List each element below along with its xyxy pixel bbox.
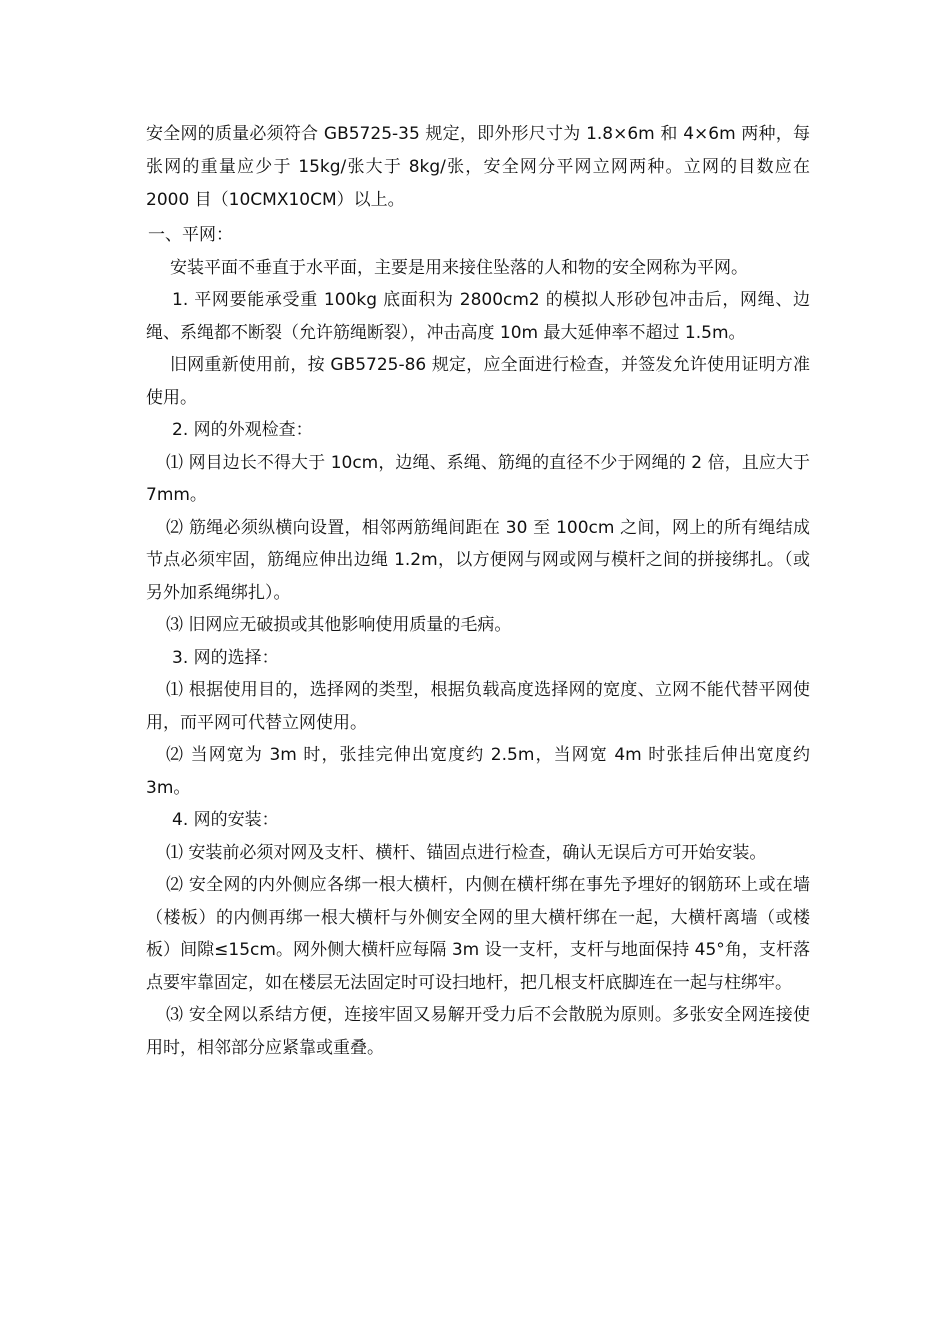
- item-3-selection-heading: 3. 网的选择：: [172, 647, 279, 668]
- item-4-2: ⑵ 安全网的内外侧应各绑一根大横杆，内侧在横杆绑在事先予埋好的钢筋环上或在墙（楼板）的内侧再绑一根大横杆与外侧安全网的里大横杆绑在一起，大横杆离墙（或楼板）间隙≤15cm。网外侧大横杆应每隔 3m 设一支杆，支杆与地面保持 45°角，支杆落点要牢靠固定，如在楼层无法固定时可设扫地杆，把几根支杆底脚连在一起与柱绑牢。: [146, 875, 810, 993]
- item-3-2: ⑵ 当网宽为 3m 时，张挂完伸出宽度约 2.5m，当网宽 4m 时张挂后伸出宽度约 3m。: [146, 745, 810, 798]
- document-body: [146, 118, 810, 1064]
- item-4-3: ⑶ 安全网以系结方便，连接牢固又易解开受力后不会散脱为原则。多张安全网连接使用时，相邻部分应紧靠或重叠。: [146, 1005, 810, 1058]
- item-2-2: ⑵ 筋绳必须纵横向设置，相邻两筋绳间距在 30 至 100cm 之间，网上的所有绳结成节点必须牢固，筋绳应伸出边绳 1.2m，以方便网与网或网与模杆之间的拼接绑扎。（或另外加系绳绑扎）。: [146, 517, 810, 603]
- item-1-load-test: 1. 平网要能承受重 100kg 底面积为 2800cm2 的模拟人形砂包冲击后，网绳、边绳、系绳都不断裂（允许筋绳断裂），冲击高度 10m 最大延伸率不超过 1.5m。: [146, 290, 810, 343]
- old-net-inspection: 旧网重新使用前，按 GB5725-86 规定，应全面进行检查，并签发允许使用证明方准使用。: [146, 355, 810, 408]
- item-2-1: ⑴ 网目边长不得大于 10cm，边绳、系绳、筋绳的直径不少于网绳的 2 倍，且应大于 7mm。: [146, 452, 810, 505]
- item-4-1: ⑴ 安装前必须对网及支杆、横杆、锚固点进行检查，确认无误后方可开始安装。: [166, 842, 767, 863]
- section-heading-flat-net: 一、平网：: [148, 225, 233, 245]
- intro-paragraph: 安全网的质量必须符合 GB5725-35 规定，即外形尺寸为 1.8×6m 和 4×6m 两种，每张网的重量应少于 15kg/张大于 8kg/张，安全网分平网立网两种。立网的目数应在 2000 目（10CMX10CM）以上。: [146, 124, 810, 210]
- item-2-3: ⑶ 旧网应无破损或其他影响使用质量的毛病。: [166, 615, 512, 635]
- flat-net-definition: 安装平面不垂直于水平面，主要是用来接住坠落的人和物的安全网称为平网。: [170, 257, 748, 278]
- item-2-appearance-heading: 2. 网的外观检查：: [172, 420, 313, 440]
- item-4-installation-heading: 4. 网的安装：: [172, 810, 279, 830]
- item-3-1: ⑴ 根据使用目的，选择网的类型，根据负载高度选择网的宽度、立网不能代替平网使用，而平网可代替立网使用。: [146, 680, 810, 733]
